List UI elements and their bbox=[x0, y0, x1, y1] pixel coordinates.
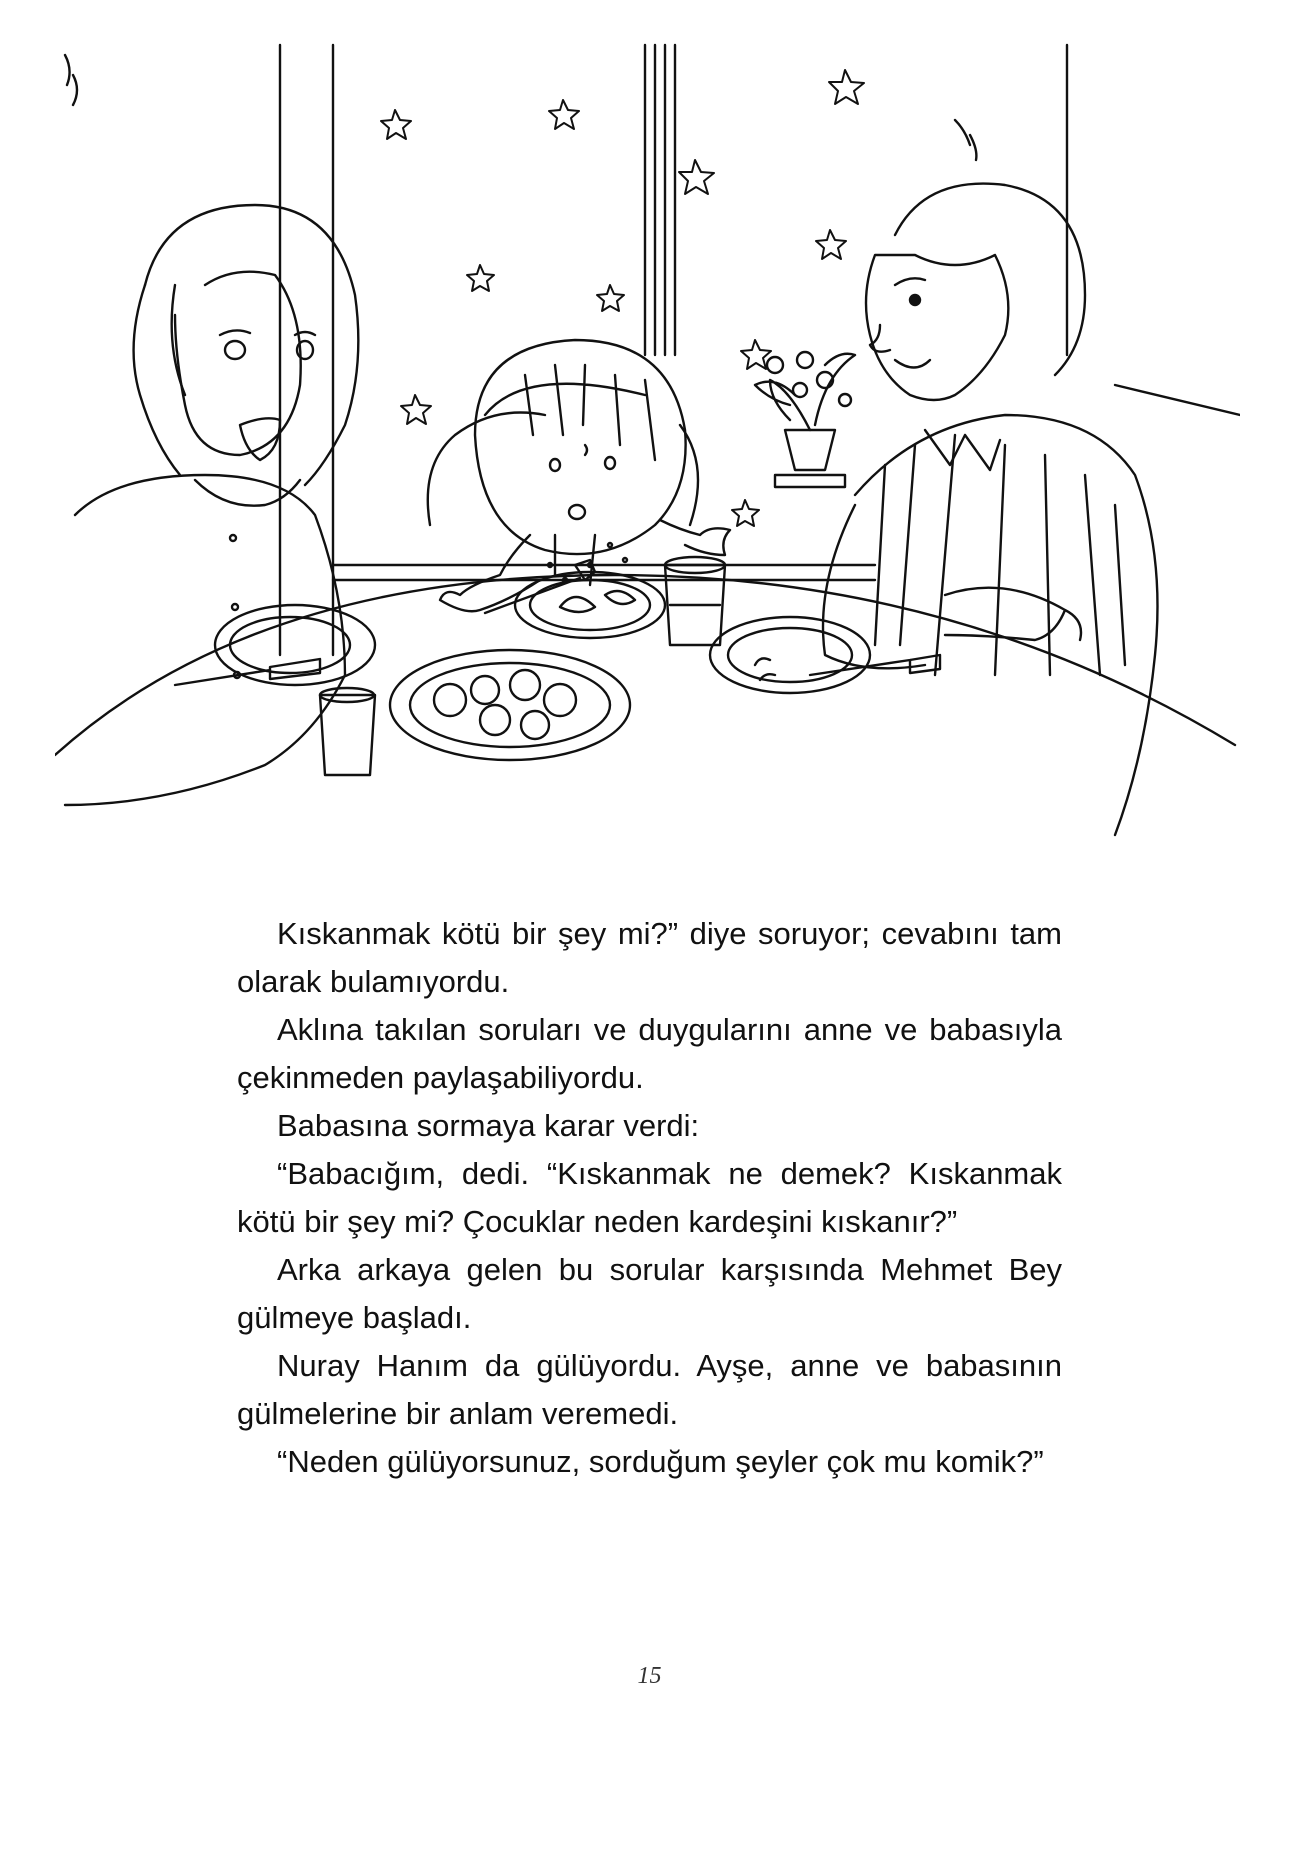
paragraph: Nuray Hanım da gülüyordu. Ayşe, anne ve babasının gülmelerine bir anlam veremedi. bbox=[237, 1348, 1062, 1431]
paragraph: Kıskanmak kötü bir şey mi?” diye soruyor; cevabını tam olarak bulamıyordu. bbox=[237, 916, 1062, 999]
father-figure bbox=[823, 184, 1158, 835]
mother-figure bbox=[65, 205, 358, 805]
family-dinner-illustration bbox=[55, 35, 1240, 885]
story-text bbox=[237, 910, 1062, 1486]
paragraph: Babasına sormaya karar verdi: bbox=[277, 1108, 700, 1143]
window-frame bbox=[65, 45, 1240, 655]
serving-plate bbox=[390, 650, 630, 760]
paragraph: “Babacığım, dedi. “Kıskanmak ne demek? Kıskanmak kötü bir şey mi? Çocuklar neden kardeşini kıskanır?” bbox=[237, 1156, 1062, 1239]
paragraph: Arka arkaya gelen bu sorular karşısında Mehmet Bey gülmeye başladı. bbox=[237, 1252, 1062, 1335]
dining-table bbox=[55, 557, 1235, 775]
glass-left bbox=[320, 695, 375, 775]
potted-plant bbox=[755, 352, 855, 487]
paragraph: “Neden gülüyorsunuz, sorduğum şeyler çok mu komik?” bbox=[277, 1444, 1044, 1479]
page-number: 15 bbox=[637, 1663, 662, 1689]
paragraph: Aklına takılan soruları ve duygularını anne ve babasıyla çekinmeden paylaşabiliyordu. bbox=[237, 1012, 1062, 1095]
